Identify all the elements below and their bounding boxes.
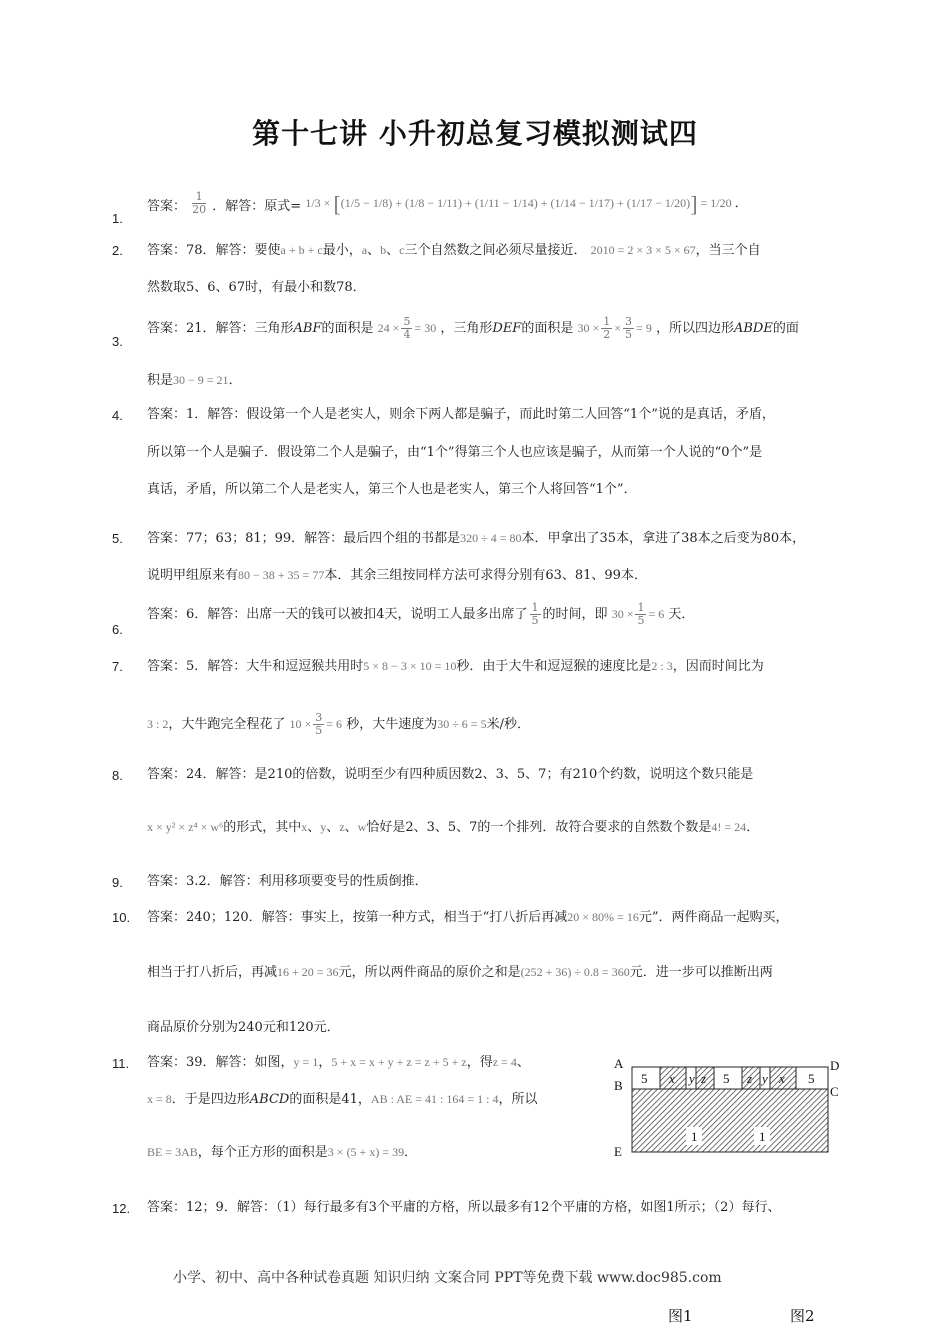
answer-8-line2: x × y² × z⁴ × w⁶的形式，其中x、y、z、w恰好是2、3、5、7的一个排列．故符合要求的自然数个数是4! = 24． [147, 820, 760, 835]
answer-5: 答案：77；63；81；99．解答：最后四个组的书都是320 ÷ 4 = 80本．甲拿出了35本，拿进了38本之后变为80本， [147, 531, 806, 546]
fraction: $\frac{1}{20}$ [192, 190, 207, 216]
answer-6: 答案：6．解答：出席一天的钱可以被扣4天，说明工人最多出席了 $\frac{1}{5}$ 的时间，即 30 × $\frac{1}{5}$ = 6 天． [147, 601, 695, 627]
answer-4-line1: 答案：1．解答：假设第一个人是老实人，则余下两人都是骗子，而此时第二人回答“1个”说的是真话，矛盾， [147, 407, 775, 422]
question-number: 3. [112, 334, 123, 349]
text: ． [734, 196, 748, 211]
label-D: D [830, 1058, 840, 1073]
question-number: 9. [112, 875, 123, 890]
question-number: 12. [112, 1201, 131, 1216]
answer-1 [147, 184, 748, 216]
question-number: 4. [112, 408, 123, 423]
answer-11-line2: x = 8．于是四边形ABCD的面积是41，AB : AE = 41 : 164 = 1 : 4，所以 [147, 1092, 538, 1107]
cell: 5 [723, 1071, 730, 1086]
answer-2: 答案：78．解答：要使a + b + c最小，a、b、c三个自然数之间必须尽量接近． 2010 = 2 × 3 × 5 × 67，当三个自 [147, 243, 761, 258]
answer-9: 答案：3.2．解答：利用移项要变号的性质倒推． [147, 874, 428, 889]
answer-2-line2: 然数取5、6、67时，有最小和数78． [147, 280, 366, 295]
answer-3: 答案：21．解答：三角形ABF的面积是 24 × $\frac{5}{4}$ = 30 ，三角形DEF的面积是 30 × $\frac{1}{2}$ × $\frac{3}{5}$ = 9 ，所以四边形ABDE的面 [147, 315, 799, 341]
answer-8-line1: 答案：24．解答：是210的倍数，说明至少有四种质因数2、3、5、7；有210个约数，说明这个数只能是 [147, 767, 754, 782]
answer-4-line3: 真话，矛盾，所以第二个人是老实人，第三个人也是老实人，第三个人将回答“1个”． [147, 482, 637, 497]
question-number: 7. [112, 659, 123, 674]
answer-10-line3: 商品原价分别为240元和120元． [147, 1020, 340, 1035]
formula: 1/3 × [(1/5 − 1/8) + (1/8 − 1/11) + (1/11 − 1/14) + (1/14 − 1/17) + (1/17 − 1/20)] = 1/20 [305, 191, 732, 217]
label-A: A [614, 1056, 624, 1071]
cell: x [669, 1071, 675, 1086]
question-number: 6. [112, 622, 123, 637]
cell-one: 1 [691, 1129, 698, 1144]
cell: y [689, 1071, 695, 1086]
figure-1-label: 图1 [668, 1307, 693, 1325]
answer-7-line2: 3 : 2，大牛跑完全程花了 10 × $\frac{3}{5}$ = 6 秒，大牛速度为30 ÷ 6 = 5米/秒． [147, 711, 530, 737]
answer-12: 答案：12；9．解答：（1）每行最多有3个平庸的方格，所以最多有12个平庸的方格，如图1所示；（2）每行、 [147, 1200, 781, 1215]
answer-label: 答案： [147, 199, 187, 214]
cell: 5 [808, 1071, 815, 1086]
question-number: 11. [112, 1056, 130, 1071]
cell: x [779, 1071, 785, 1086]
answer-11-line3: BE = 3AB，每个正方形的面积是3 × (5 + x) = 39． [147, 1145, 418, 1160]
answer-5-line2: 说明甲组原来有80 − 38 + 35 = 77本．其余三组按同样方法可求得分别有63、81、99本． [147, 568, 647, 583]
page-title: 第十七讲 小升初总复习模拟测试四 [252, 117, 698, 150]
question-number: 5. [112, 531, 123, 546]
answer-11: 答案：39．解答：如图，y = 1，5 + x = x + y + z = z + 5 + z，得z = 4、 [147, 1055, 530, 1070]
label-E: E [614, 1144, 622, 1159]
answer-4-line2: 所以第一个人是骗子．假设第二个人是骗子，由“1个”得第三个人也应该是骗子，从而第一个人说的“0个”是 [147, 445, 763, 460]
question-number: 1. [112, 211, 123, 226]
cell: z [747, 1071, 753, 1086]
label-B: B [614, 1078, 623, 1093]
cell: 5 [641, 1071, 648, 1086]
answer-7: 答案：5．解答：大牛和逗逗猴共用时5 × 8 − 3 × 10 = 10秒．由于大牛和逗逗猴的速度比是2 : 3，因而时间比为 [147, 659, 764, 674]
figure-2-label: 图2 [790, 1307, 815, 1325]
text: ．解答：原式= [212, 199, 302, 214]
question-number: 10. [112, 910, 131, 925]
answer-3-line2: 积是30 − 9 = 21． [147, 373, 242, 388]
label-C: C [830, 1084, 839, 1099]
answer-10: 答案：240；120．解答：事实上，按第一种方式，相当于“打八折后再减20 × 80% = 16元”．两件商品一起购买， [147, 910, 789, 925]
question-number: 2. [112, 243, 123, 258]
question-number: 8. [112, 768, 123, 783]
cell: y [762, 1071, 768, 1086]
page-footer: 小学、初中、高中各种试卷真题 知识归纳 文案合同 PPT等免费下载 www.doc985.com [173, 1270, 722, 1286]
answer-10-line2: 相当于打八折后，再减16 + 20 = 36元，所以两件商品的原价之和是(252 + 36) ÷ 0.8 = 360元．进一步可以推断出两 [147, 965, 773, 980]
squares-diagram [612, 1055, 842, 1160]
cell-one: 1 [759, 1129, 766, 1144]
cell: z [701, 1071, 707, 1086]
